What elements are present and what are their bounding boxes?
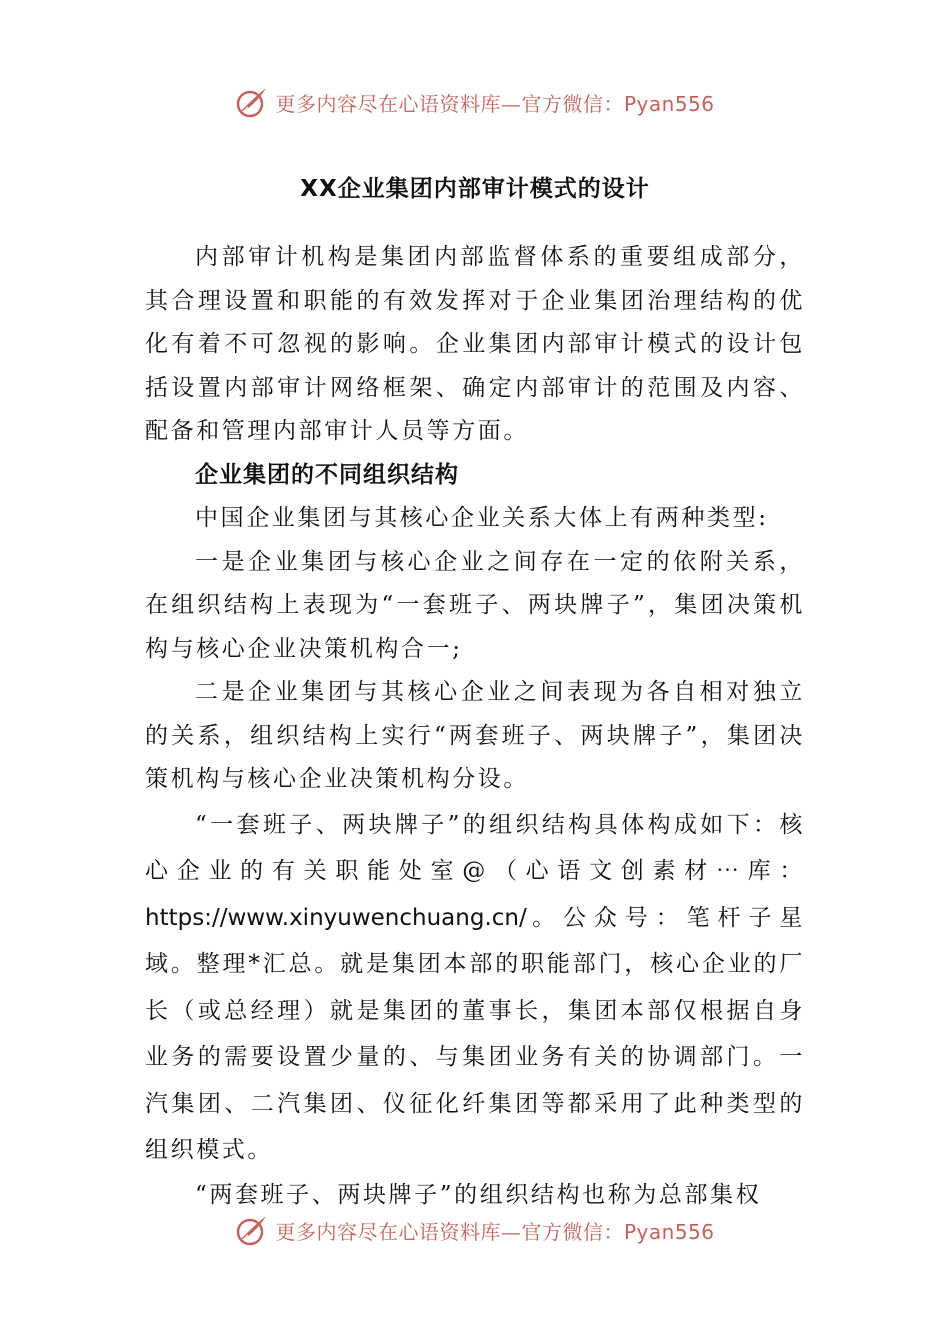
paragraph-structure-detail <box>145 802 805 1174</box>
quill-logo-icon <box>235 1213 269 1247</box>
wechat-account: Pyan556 <box>623 1219 715 1244</box>
paragraph-type-two: 二是企业集团与其核心企业之间表现为各自相对独立的关系，组织结构上实行“两套班子、两块牌子”，集团决策机构与核心企业决策机构分设。 <box>145 679 805 792</box>
website-link[interactable]: https://www.xinyuwenchuang.cn/ <box>145 904 527 931</box>
paragraph-headquarters: “两套班子、两块牌子”的组织结构也称为总部集权 <box>195 1181 762 1208</box>
quill-logo-icon <box>235 85 269 119</box>
header-banner <box>0 82 950 122</box>
paragraph-type-one: 一是企业集团与核心企业之间存在一定的依附关系，在组织结构上表现为“一套班子、两块牌子”，集团决策机构与核心企业决策机构合一; <box>145 548 805 662</box>
paragraph-structure-text-b: 。公众号：笔杆子星域。整理*汇总。就是集团本部的职能部门，核心企业的厂长（或总经理）就是集团的董事长，集团本部仅根据自身业务的需要设置少量的、与集团业务有关的协调部门。一汽集团、二汽集团、仪征化纤集团等都采用了此种类型的组织模式。 <box>145 904 805 1163</box>
banner-text: 更多内容尽在心语资料库—官方微信：Pyan556 <box>275 91 715 116</box>
document-title: XX企业集团内部审计模式的设计 <box>300 176 650 202</box>
footer-banner <box>0 1210 950 1250</box>
section-heading: 企业集团的不同组织结构 <box>195 461 459 488</box>
paragraph-structure-text-a: “一套班子、两块牌子”的组织结构具体构成如下：核心企业的有关职能处室@（心语文创素材⋯库： <box>145 811 805 884</box>
document-body <box>145 236 805 1217</box>
banner-text: 更多内容尽在心语资料库—官方微信：Pyan556 <box>275 1219 715 1244</box>
wechat-account: Pyan556 <box>623 91 715 116</box>
intro-paragraph: 内部审计机构是集团内部监督体系的重要组成部分，其合理设置和职能的有效发挥对于企业集团治理结构的优化有着不可忽视的影响。企业集团内部审计模式的设计包括设置内部审计网络框架、确定内部审计的范围及内容、配备和管理内部审计人员等方面。 <box>145 244 805 444</box>
paragraph-types: 中国企业集团与其核心企业关系大体上有两种类型: <box>195 505 769 531</box>
